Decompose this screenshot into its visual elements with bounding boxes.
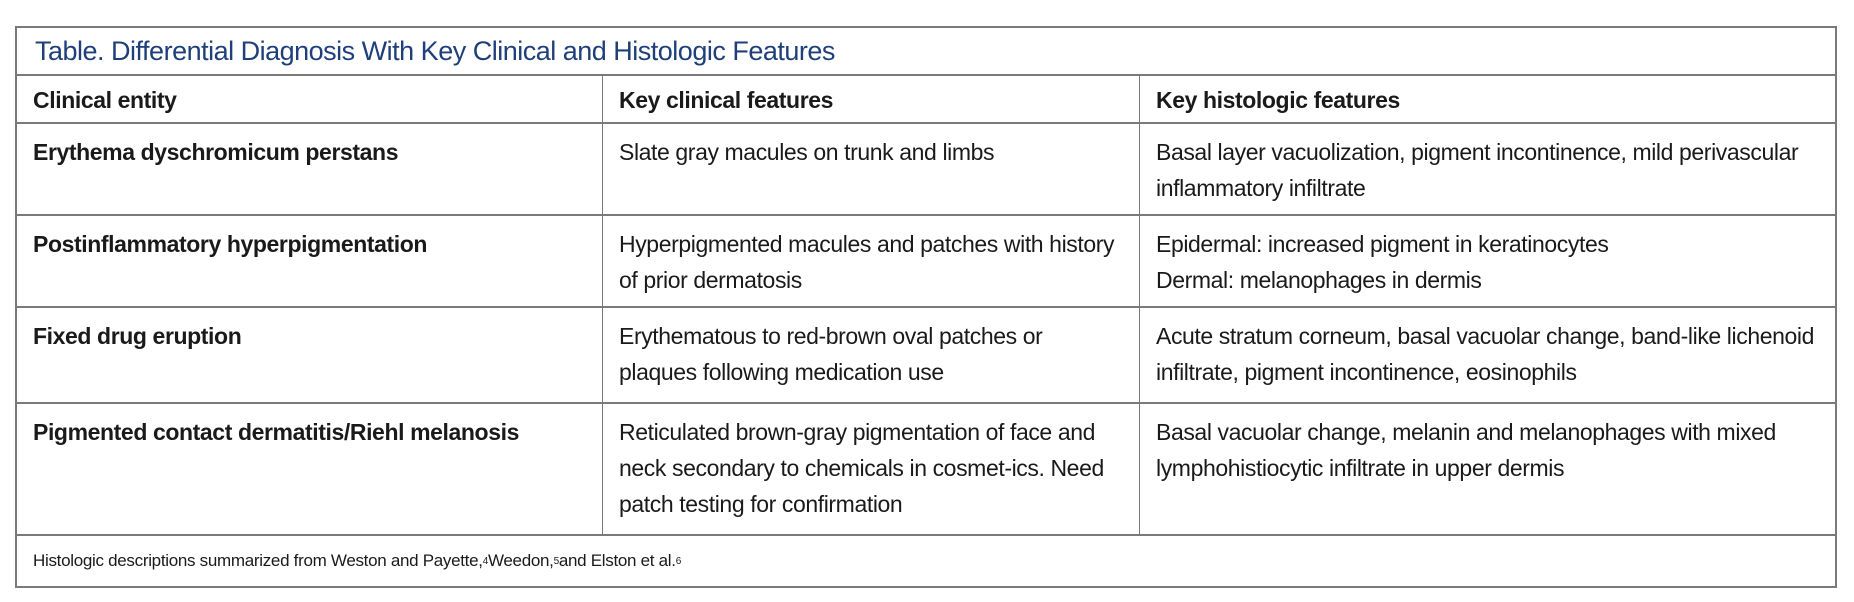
header-key-clinical-features: Key clinical features — [603, 76, 1140, 122]
histologic-features — [1140, 404, 1835, 534]
table-header-row — [17, 76, 1835, 124]
table-footnote — [17, 536, 1835, 586]
clinical-features: Slate gray macules on trunk and limbs — [603, 124, 1140, 214]
footnote-text: and Elston et al. — [558, 551, 676, 570]
header-key-histologic-features: Key histologic features — [1156, 87, 1400, 113]
clinical-features: Hyperpigmented macules and patches with history of prior dermatosis — [603, 216, 1140, 306]
histologic-features — [1140, 308, 1835, 402]
table-row — [17, 404, 1835, 536]
header-clinical-entity: Clinical entity — [17, 76, 603, 122]
histologic-line: Basal vacuolar change, melanin and melanophages with mixed lymphohistiocytic infiltrate in upper dermis — [1156, 419, 1776, 481]
differential-diagnosis-table — [15, 26, 1837, 588]
table-row — [17, 216, 1835, 308]
footnote-text: Histologic descriptions summarized from Weston and Payette, — [33, 551, 483, 570]
reference-4: 4 — [482, 555, 488, 567]
clinical-features: Reticulated brown-gray pigmentation of face and neck secondary to chemicals in cosmet-ics. Need patch testing for confirmation — [603, 404, 1140, 534]
clinical-entity: Postinflammatory hyperpigmentation — [17, 216, 603, 306]
histologic-line: Dermal: melanophages in dermis — [1156, 267, 1482, 293]
histologic-line: Acute stratum corneum, basal vacuolar change, band-like lichenoid infiltrate, pigment incontinence, eosinophils — [1156, 323, 1814, 385]
histologic-line: Epidermal: increased pigment in keratinocytes — [1156, 231, 1609, 257]
histologic-features — [1140, 216, 1835, 306]
table-row — [17, 308, 1835, 404]
clinical-entity: Pigmented contact dermatitis/Riehl melanosis — [17, 404, 603, 534]
reference-6: 6 — [675, 555, 681, 567]
clinical-entity: Fixed drug eruption — [17, 308, 603, 402]
histologic-line: Basal layer vacuolization, pigment incontinence, mild perivascular inflammatory infiltrate — [1156, 139, 1799, 201]
histologic-features — [1140, 124, 1835, 214]
reference-5: 5 — [553, 555, 559, 567]
clinical-features: Erythematous to red-brown oval patches or plaques following medication use — [603, 308, 1140, 402]
table-title: Table. Differential Diagnosis With Key Clinical and Histologic Features — [17, 28, 1835, 76]
table-row — [17, 124, 1835, 216]
footnote-text: Weedon, — [487, 551, 554, 570]
clinical-entity: Erythema dyschromicum perstans — [17, 124, 603, 214]
